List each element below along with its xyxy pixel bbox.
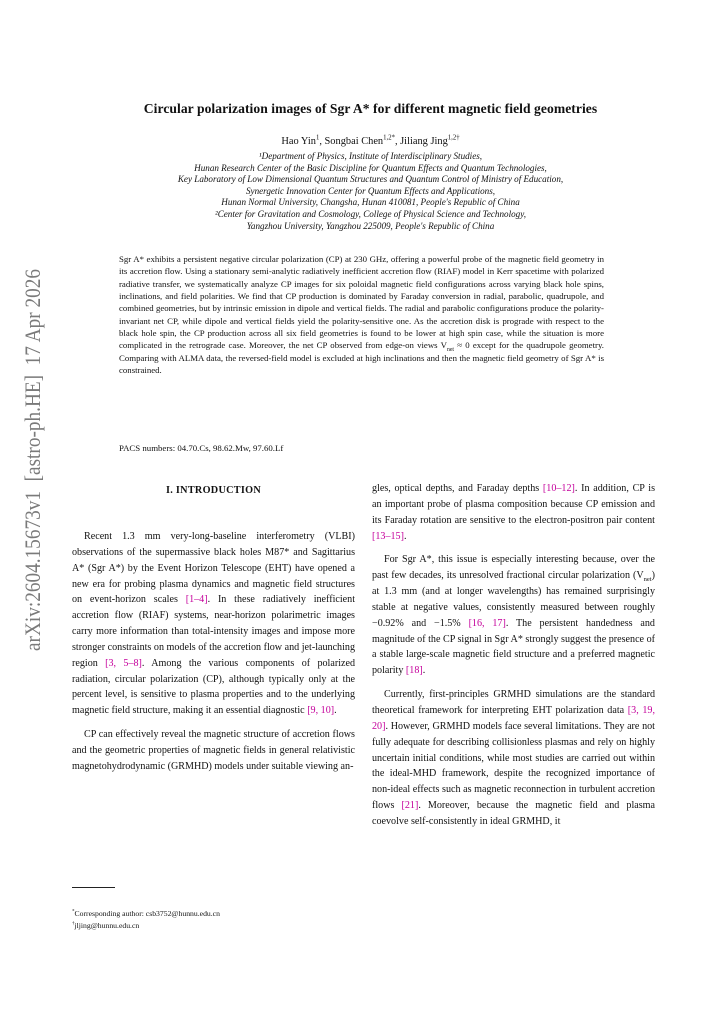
citation-link[interactable]: [16, 17] (468, 617, 506, 629)
citation-link[interactable]: [1–4] (185, 594, 208, 606)
citation-link[interactable]: [18] (405, 665, 423, 677)
footnote-divider (72, 887, 115, 888)
affiliations (60, 151, 681, 232)
citation-link[interactable]: [3, 19, 20] (372, 704, 655, 732)
affiliation-line: Key Laboratory of Low Dimensional Quantum Structures and Quantum Control of Ministry of Education, (177, 174, 564, 185)
abstract: Sgr A* exhibits a persistent negative circular polarization (CP) at 230 GHz, offering a powerful probe of the magnetic field geometry in its accretion flow. Using a stationary semi-analytic radiatively inefficient accretion flow (RIAF) model in Kerr spacetime with polarized radiative transfer, we systematically analyze CP images for six poloidal magnetic field configurations across varying black hole spins, inclinations, and field polarities. We find that CP production is dominated by Faraday conversion in radial, parabolic, quadrupole, and combined geometries, but by intrinsic emission in dipole and vertical fields. The radial and parabolic configurations produce the polarity-invariant net CP, while dipole and vertical fields yield the polarity-sensitive one. As the accretion disk is prograde with respect to the black hole spin, the CP production across all six field geometries is found to be lower at high spin case, while the situation is more complicated in the retrograde case. Moreover, the net CP observed from edge-on views $V_{net} \approx 0$ except for the quadrupole geometry. Comparing with ALMA data, the reversed-field model is excluded at high inclinations and then the magnetic field geometry of Sgr A* is constrained. (119, 254, 604, 376)
affiliation-line: Yangzhou University, Yangzhou 225009, People's Republic of China (246, 220, 495, 231)
right-column (372, 481, 655, 830)
citation-link[interactable]: [3, 5–8] (105, 657, 142, 669)
paragraph: gles, optical depths, and Faraday depths [10–12]. In addition, CP is an important probe of plasma composition because CP emission and its Faraday rotation are sensitive to the electron-positron pair content [13–15]. (372, 483, 656, 542)
footnote-email: †jljing@hunnu.edu.cn (72, 920, 140, 930)
left-column (72, 483, 355, 775)
author-affiliation-mark: 1,2† (447, 134, 460, 142)
paper-title: Circular polarization images of Sgr A* for different magnetic field geometries (143, 101, 598, 116)
paragraph: For Sgr A*, this issue is especially interesting because, over the past few decades, its unresolved fractional circular polarization $(V_{net})$ at 1.3 mm (and at longer wavelengths) has remained surprisingly stable at negative values, consistently measured between roughly −0.92% and −1.5% [16, 17]. The persistent handedness and magnitude of the CP signal in Sgr A* strongly suggest the presence of a stable large-scale magnetic field structure and a preferred magnetic polarity [18]. (372, 554, 655, 677)
citation-link[interactable]: [13–15] (372, 530, 404, 542)
paragraph: Recent 1.3 mm very-long-baseline interferometry (VLBI) observations of the supermassive black holes M87* and Sagittarius A* (Sgr A*) by the Event Horizon Telescope (EHT) have opened a new era for probing plasma dynamics and magnetic field structures on event-horizon scales [1–4]. In these radiatively inefficient accretion flow (RIAF) systems, near-horizon polarimetric images carry more information than total-intensity images and impose more stronger constraints on models of the accretion flow and jet-launching region [3, 5–8]. Among the various components of polarized radiation, circular polarization (CP), although typically only at the percent level, is sensitive to plasma properties and to the underlying magnetic field structure, making it an essential diagnostic [9, 10]. (72, 531, 356, 717)
citation-link[interactable]: [21] (401, 800, 419, 812)
footnote-corresponding-author: *Corresponding author: csb3752@hunnu.edu.cn (72, 909, 220, 918)
author-name: Hao Yin (281, 136, 316, 147)
affiliation-line: ¹Department of Physics, Institute of Interdisciplinary Studies, (258, 151, 483, 161)
author-affiliation-mark: 1,2* (383, 134, 395, 142)
citation-link[interactable]: [9, 10] (307, 705, 335, 717)
paragraph: CP can effectively reveal the magnetic structure of accretion flows and the geometric properties of magnetic fields in general relativistic magnetohydrodynamic (GRMHD) models under suitable viewing an- (72, 729, 355, 772)
citation-link[interactable]: [10–12] (542, 483, 575, 494)
author-name: Jiliang Jing (400, 136, 448, 147)
author-list: Hao Yin$^1$, Songbai Chen$^{1,2*}$, Jiliang Jing$^{1,2\dagger}$ (281, 134, 460, 147)
affiliation-line: Hunan Normal University, Changsha, Hunan 410081, People's Republic of China (221, 197, 520, 208)
arxiv-identifier-stamp (10, 268, 54, 652)
author-name: Songbai Chen (324, 136, 384, 147)
affiliation-line: ²Center for Gravitation and Cosmology, College of Physical Science and Technology, (214, 208, 527, 219)
affiliation-line: Hunan Research Center of the Basic Discipline for Quantum Effects and Quantum Technologies, (194, 162, 547, 173)
section-heading-introduction: I. INTRODUCTION (165, 485, 262, 496)
pacs-numbers: PACS numbers: 04.70.Cs, 98.62.Mw, 97.60.Lf (119, 443, 284, 453)
arxiv-identifier-text: arXiv:2604.15673v1 [astro-ph.HE] 17 Apr 2026 (20, 268, 45, 651)
paragraph: Currently, first-principles GRMHD simulations are the standard theoretical framework for interpreting EHT polarization data [3, 19, 20]. However, GRMHD models face several limitations. They are not fully adequate for describing collisionless plasmas and rely on highly uncertain initial conditions, while most studies are carried out within the ideal-MHD framework, despite the recognized importance of non-ideal effects such as magnetic reconnection in turbulent accretion flows [21]. Moreover, because the magnetic field and plasma coevolve self-consistently in ideal GRMHD, it (372, 689, 655, 827)
author-affiliation-mark: 1 (315, 134, 320, 142)
affiliation-line: Synergetic Innovation Center for Quantum Effects and Applications, (245, 185, 496, 196)
footnotes (72, 908, 355, 931)
